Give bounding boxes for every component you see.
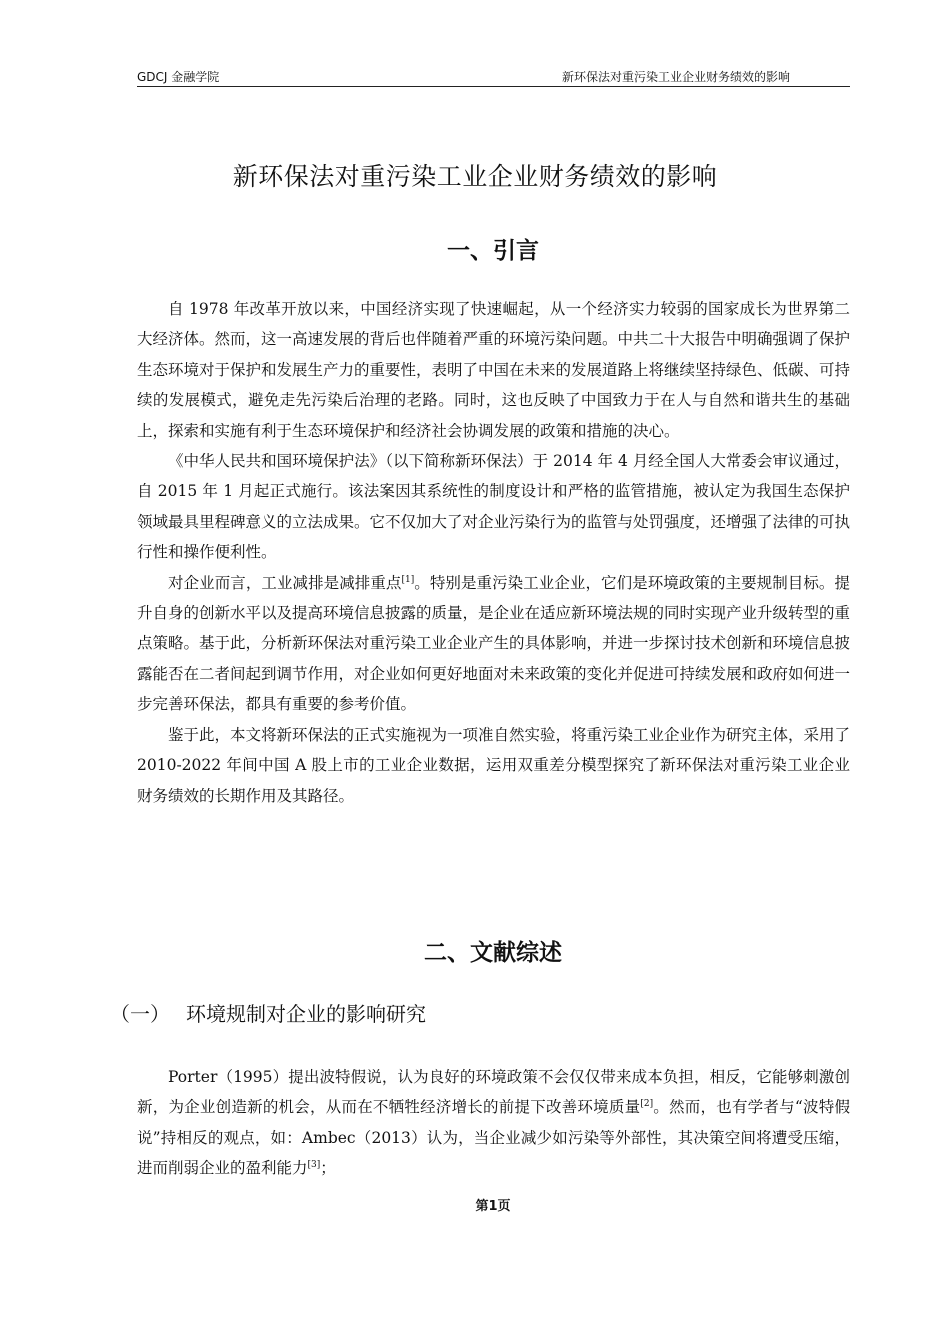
section-body-introduction [137,294,850,811]
paragraph [137,720,850,811]
section-heading-literature-review: 二、文献综述 [424,940,562,966]
paragraph [137,1062,850,1184]
document-title: 新环保法对重污染工业企业财务绩效的影响 [232,162,718,191]
paragraph [137,294,850,446]
citation-marker: [1] [401,574,415,585]
paragraph-text: 自 1978 年改革开放以来，中国经济实现了快速崛起，从一个经济实力较弱的国家成长为世界第二大经济体。然而，这一高速发展的背后也伴随着严重的环境污染问题。中共二十大报告中明确强调了保护生态环境对于保护和发展生产力的重要性，表明了中国在未来的发展道路上将继续坚持绿色、低碳、可持续的发展模式，避免走先污染后治理的老路。同时，这也反映了中国致力于在人与自然和谐共生的基础上，探索和实施有利于生态环境保护和经济社会协调发展的政策和措施的决心。 [137,300,851,440]
section-body-literature-review [137,1062,850,1184]
subsection-number: （一） [110,1002,170,1026]
paragraph [137,446,850,568]
citation-marker: [3] [307,1160,321,1171]
paragraph-text: 。特别是重污染工业企业，它们是环境政策的主要规制目标。提升自身的创新水平以及提高环境信息披露的质量，是企业在适应新环境法规的同时实现产业升级转型的重点策略。基于此，分析新环保法对重污染工业企业产生的具体影响，并进一步探讨技术创新和环境信息披露能否在二者间起到调节作用，对企业如何更好地面对未来政策的变化并促进可持续发展和政府如何进一步完善环保法，都具有重要的参考价值。 [137,573,851,714]
paragraph-text: 鉴于此，本文将新环保法的正式实施视为一项准自然实验，将重污染工业企业作为研究主体，采用了 2010-2022 年间中国 A 股上市的工业企业数据，运用双重差分模型探究了新环保法对重污染工业企业财务绩效的长期作用及其路径。 [137,725,851,805]
subsection-heading [110,998,426,1027]
header-right-text: 新环保法对重污染工业企业财务绩效的影响 [561,70,790,84]
citation-marker: [2] [640,1099,654,1110]
section-heading-introduction: 一、引言 [447,238,539,264]
page-header [137,66,850,87]
paragraph-text: 。然而，也有学者与“波特假说”持相反的观点，如：Ambec（2013）认为，当企业减少如污染等外部性，其决策空间将遭受压缩，进而削弱企业的盈利能力 [137,1098,850,1178]
paragraph-text: 《中华人民共和国环境保护法》（以下简称新环保法）于 2014 年 4 月经全国人大常委会审议通过，自 2015 年 1 月起正式施行。该法案因其系统性的制度设计和严格的监管措施，被认定为我国生态保护领域最具里程碑意义的立法成果。它不仅加大了对企业污染行为的监管与处罚强度，还增强了法律的可执行性和操作便利性。 [137,452,851,562]
paragraph [137,568,850,720]
header-left-text: GDCJ 金融学院 [137,70,220,84]
page-number: 第1页 [475,1199,511,1214]
paragraph-text: 对企业而言，工业减排是减排重点 [168,573,402,592]
paragraph-text: ； [320,1159,336,1178]
paragraph-text: Porter（1995）提出波特假说，认为良好的环境政策不会仅仅带来成本负担，相反，它能够刺激创新，为企业创造新的机会，从而在不牺牲经济增长的前提下改善环境质量 [137,1068,850,1117]
subsection-heading-text: 环境规制对企业的影响研究 [186,1002,426,1026]
